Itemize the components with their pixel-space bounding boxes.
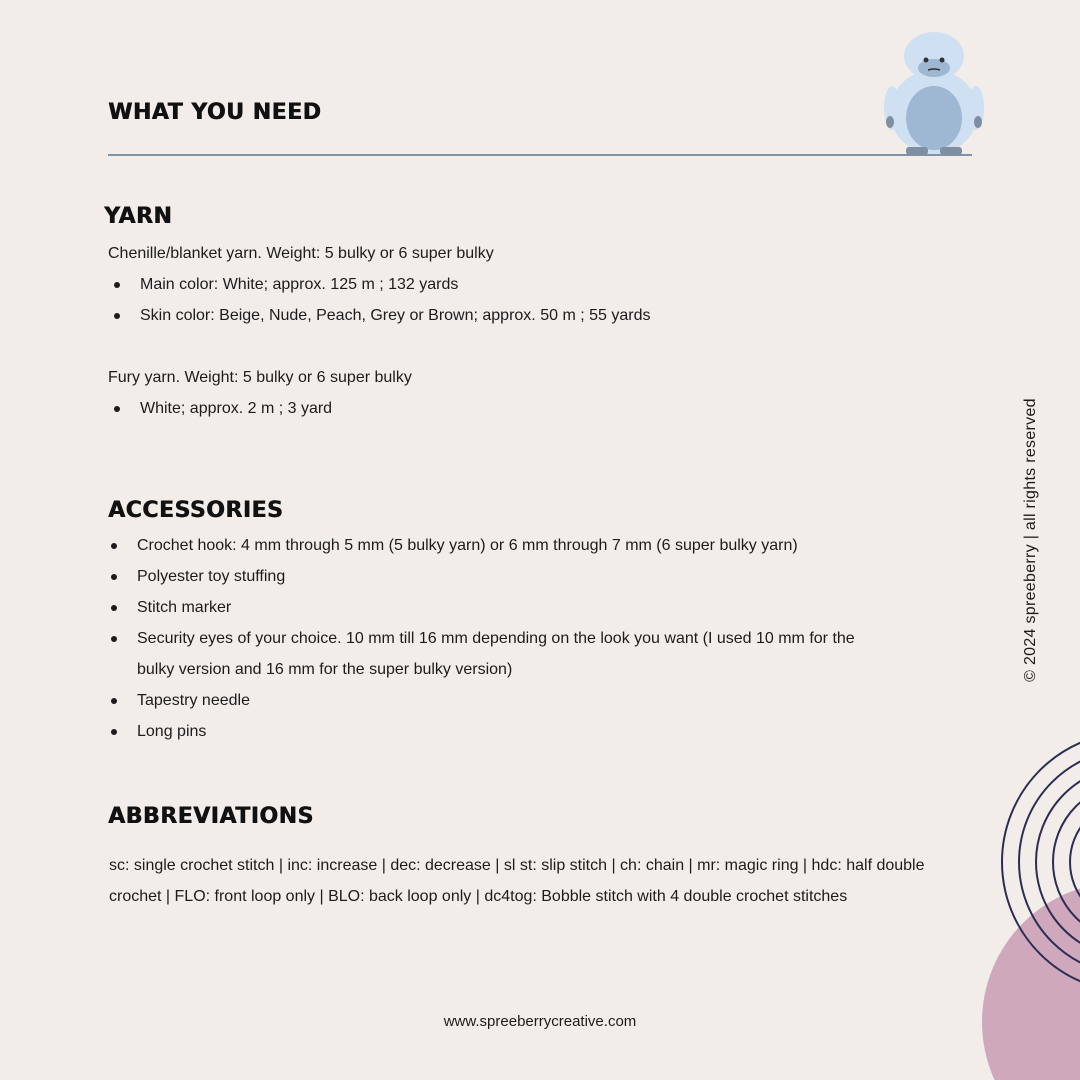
accessories-heading: ACCESSORIES [108, 498, 284, 523]
page-title: WHAT YOU NEED [108, 100, 322, 125]
footer-url: www.spreeberrycreative.com [443, 1013, 637, 1030]
list-item: Stitch marker [108, 592, 868, 623]
list-item: White; approx. 2 m ; 3 yard [111, 393, 332, 424]
abbreviations-text: sc: single crochet stitch | inc: increase | dec: decrease | sl st: slip stitch | ch: chain | mr: magic ring | hdc: half double crochet | FLO: front loop only | BLO: back loop only | dc4tog: Bobble stitch with 4 double crochet stitches [109, 857, 925, 905]
copyright-notice: © 2024 spreeberry | all rights reserved [1022, 398, 1039, 682]
chenille-yarn-intro: Chenille/blanket yarn. Weight: 5 bulky or 6 super bulky [108, 245, 494, 262]
abbreviations-heading: ABBREVIATIONS [108, 804, 314, 829]
list-item: Main color: White; approx. 125 m ; 132 yards [111, 269, 650, 300]
list-item: Tapestry needle [108, 685, 868, 716]
fury-yarn-intro: Fury yarn. Weight: 5 bulky or 6 super bulky [108, 369, 412, 386]
yeti-mascot-icon [884, 30, 984, 158]
pink-blob-shape [982, 882, 1080, 1080]
fury-yarn-list [111, 393, 332, 424]
accessories-list [108, 530, 868, 747]
header-divider [108, 154, 972, 156]
yarn-heading: YARN [104, 204, 173, 229]
concentric-arcs-shape [1002, 732, 1080, 992]
list-item: Polyester toy stuffing [108, 561, 868, 592]
list-item: Skin color: Beige, Nude, Peach, Grey or Brown; approx. 50 m ; 55 yards [111, 300, 650, 331]
list-item: Security eyes of your choice. 10 mm till 16 mm depending on the look you want (I used 10 mm for the bulky version and 16 mm for the super bulky version) [108, 623, 868, 685]
list-item: Crochet hook: 4 mm through 5 mm (5 bulky yarn) or 6 mm through 7 mm (6 super bulky yarn) [108, 530, 868, 561]
list-item: Long pins [108, 716, 868, 747]
chenille-yarn-list [111, 269, 650, 331]
